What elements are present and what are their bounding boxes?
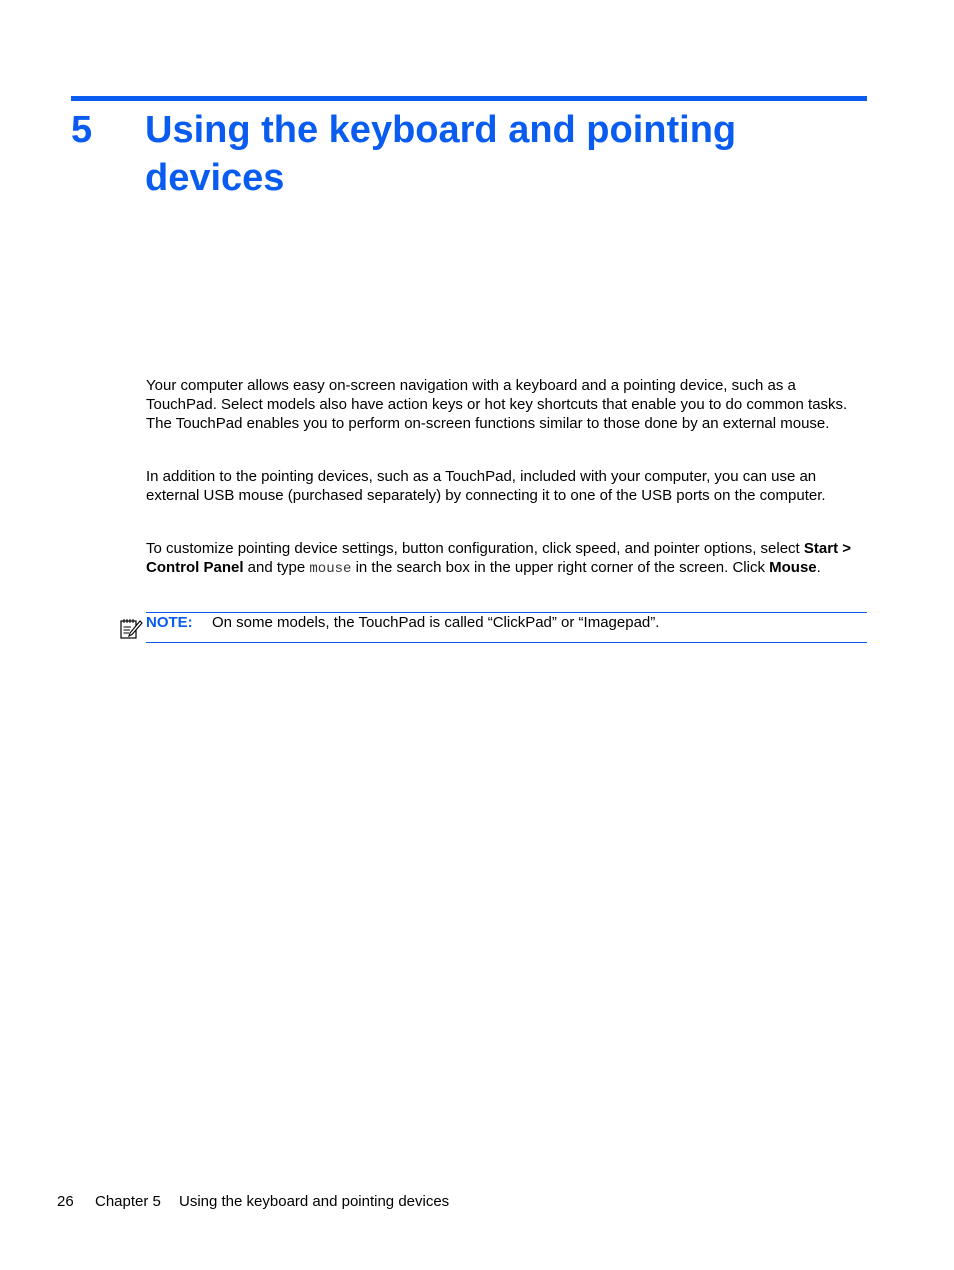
footer-chapter-label: Chapter 5 bbox=[95, 1193, 161, 1210]
customize-paragraph bbox=[146, 539, 868, 579]
footer-chapter-title: Using the keyboard and pointing devices bbox=[179, 1193, 450, 1210]
customize-text-4: . bbox=[816, 559, 821, 576]
note-bottom-rule bbox=[146, 642, 867, 643]
note-text: On some models, the TouchPad is called “ClickPad” or “Imagepad”. bbox=[212, 614, 660, 631]
customize-text-1: To customize pointing device settings, button configuration, click speed, and pointer options, select bbox=[146, 540, 804, 557]
customize-text-3: in the search box in the upper right corner of the screen. Click bbox=[351, 559, 770, 576]
note-label: NOTE: bbox=[146, 614, 193, 631]
mouse-search-term: mouse bbox=[309, 561, 352, 577]
chapter-rule bbox=[71, 96, 867, 101]
chapter-number: 5 bbox=[71, 109, 93, 151]
usb-mouse-paragraph: In addition to the pointing devices, such as a TouchPad, included with your computer, you can use an external USB mouse (purchased separately) by connecting it to one of the USB ports on the computer. bbox=[146, 468, 826, 504]
mouse-option: Mouse bbox=[769, 559, 817, 576]
footer-page-number: 26 bbox=[57, 1193, 74, 1210]
start-control-panel-path: Start > Control Panel bbox=[146, 540, 851, 576]
intro-paragraph: Your computer allows easy on-screen navigation with a keyboard and a pointing device, such as a TouchPad. Select models also have action keys or hot key shortcuts that enable you to do common tasks. The TouchPad enables you to perform on-screen functions similar to those done by an external mouse. bbox=[146, 377, 848, 432]
note-pencil-icon bbox=[119, 616, 143, 640]
chapter-title: Using the keyboard and pointing devices bbox=[145, 109, 737, 199]
customize-text-2: and type bbox=[243, 559, 310, 576]
